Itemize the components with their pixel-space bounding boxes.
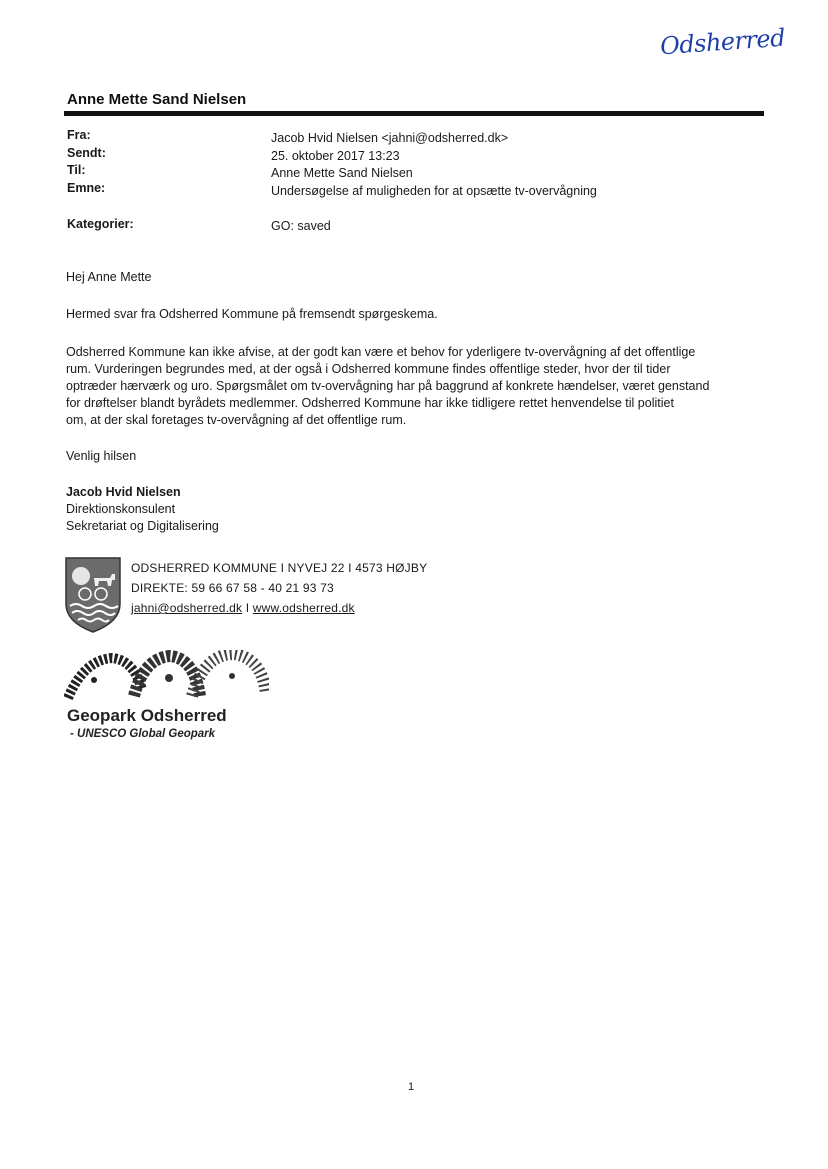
to-label: Til: (67, 163, 86, 177)
geopark-title: Geopark Odsherred (67, 706, 227, 725)
handwritten-annotation: Odsherred (659, 23, 786, 61)
contact-separator: I (242, 601, 253, 615)
page-number: 1 (408, 1081, 415, 1093)
contact-address: ODSHERRED KOMMUNE I NYVEJ 22 I 4573 HØJBY (131, 561, 428, 575)
municipality-crest-icon (64, 556, 122, 634)
sent-label: Sendt: (67, 146, 106, 160)
contact-phone: DIREKTE: 59 66 67 58 - 40 21 93 73 (131, 581, 334, 595)
contact-links (131, 601, 355, 615)
subject-value: Undersøgelse af muligheden for at opsætte tv-overvågning (271, 184, 597, 198)
closing: Venlig hilsen (66, 449, 137, 463)
paragraph-line: for drøftelser blandt byrådets medlemmer. Odsherred Kommune har ikke tidligere rettet henvendelse til politiet (66, 396, 674, 410)
signature-block (66, 484, 219, 535)
paragraph-line: om, at der skal foretages tv-overvågning af det offentlige rum. (66, 413, 407, 427)
from-label: Fra: (67, 128, 91, 142)
greeting: Hej Anne Mette (66, 270, 152, 284)
paragraph-line: Odsherred Kommune kan ikke afvise, at der godt kan være et behov for yderligere tv-overvågning af det offentlige (66, 345, 696, 359)
subject-label: Emne: (67, 181, 106, 195)
paragraph-line: optræder hærværk og uro. Spørgsmålet om tv-overvågning har på baggrund af konkrete hændelser, været genstand (66, 379, 710, 393)
email-link[interactable]: jahni@odsherred.dk (131, 601, 243, 615)
signature-title: Direktionskonsulent (66, 502, 176, 516)
to-value: Anne Mette Sand Nielsen (271, 166, 413, 180)
categories-value: GO: saved (271, 219, 331, 233)
categories-label: Kategorier: (67, 217, 134, 231)
signature-department: Sekretariat og Digitalisering (66, 519, 219, 533)
signature-name: Jacob Hvid Nielsen (66, 485, 181, 499)
page-title: Anne Mette Sand Nielsen (67, 91, 247, 108)
intro-paragraph: Hermed svar fra Odsherred Kommune på fremsendt spørgeskema. (66, 307, 438, 321)
sent-value: 25. oktober 2017 13:23 (271, 149, 400, 163)
from-value: Jacob Hvid Nielsen <jahni@odsherred.dk> (271, 131, 509, 145)
title-divider (64, 111, 764, 116)
paragraph-line: rum. Vurderingen begrundes med, at der også i Odsherred kommune findes offentlige steder, hvor der til tider (66, 362, 671, 376)
website-link[interactable]: www.odsherred.dk (252, 601, 355, 615)
main-paragraph (66, 344, 766, 429)
geopark-subtitle: - UNESCO Global Geopark (70, 728, 216, 740)
geopark-artwork-icon (64, 650, 269, 702)
